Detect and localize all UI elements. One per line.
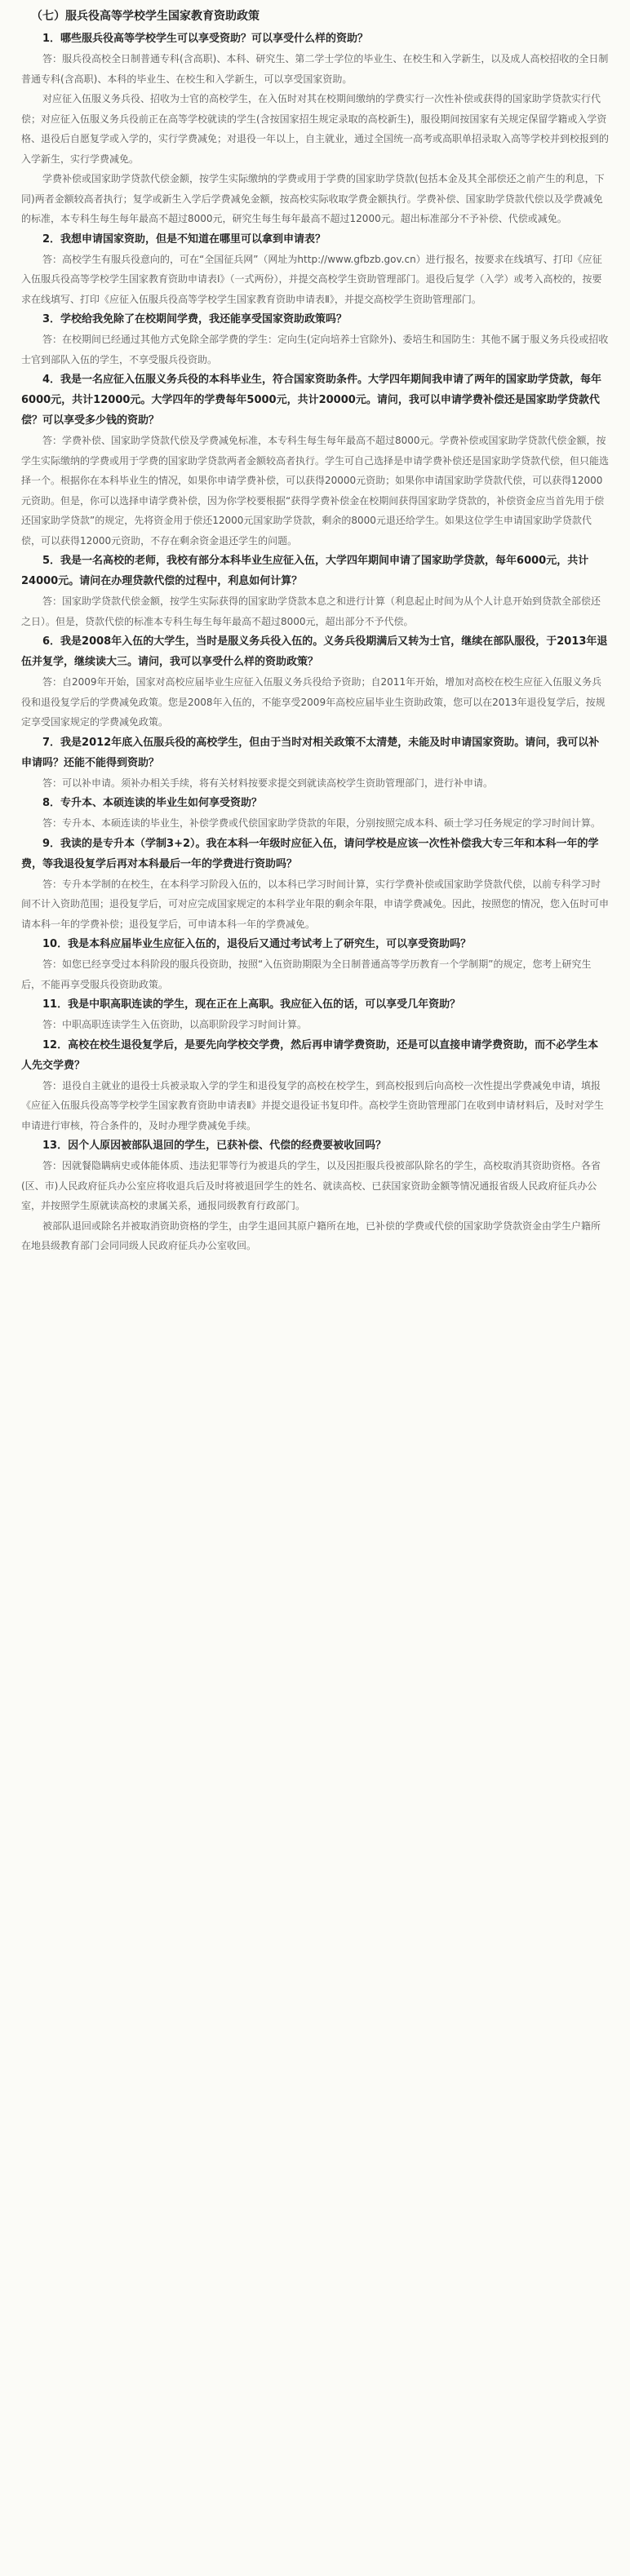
answer-paragraph: 答：中职高职连读学生入伍资助，以高职阶段学习时间计算。 — [42, 1019, 308, 1030]
question: 3．学校给我免除了在校期间学费，我还能享受国家资助政策吗？ — [42, 313, 348, 325]
qa-item — [21, 551, 609, 631]
answer-paragraph: 答：自2009年开始，国家对高校应届毕业生应征入伍服义务兵役给予资助；自2011年开始，增加对高校在校生应征入伍服义务兵役和退役复学后的学费减免政策。您是2008年入伍的，不能享受2009年高校应届毕业生资助政策，您可以在2013年退役复学后，按规定享受国家规定的学费减免政策。 — [21, 676, 606, 728]
qa-item — [21, 994, 609, 1035]
qa-list — [21, 29, 609, 1256]
question: 7．我是2012年底入伍服兵役的高校学生，但由于当时对相关政策不太清楚，未能及时申请国家资助。请问，我可以补申请吗？还能不能得到资助？ — [21, 736, 600, 769]
answer-paragraph: 被部队退回或除名并被取消资助资格的学生，由学生退回其原户籍所在地，已补偿的学费或代偿的国家助学贷款资金由学生户籍所在地县级教育部门会同同级人民政府征兵办公室收回。 — [21, 1219, 601, 1251]
answer-paragraph: 答：专升本学制的在校生，在本科学习阶段入伍的，以本科已学习时间计算，实行学费补偿或国家助学贷款代偿，以前专科学习时间不计入资助范围；退役复学后，可对应完成国家规定的本科学业年限的剩余年限，申请学费减免。因此，按照您的情况，您入伍时可申请本科一年的学费补偿；退役复学后，可申请本科一年的学费减免。 — [21, 878, 610, 930]
answer-paragraph: 答：高校学生有服兵役意向的，可在“全国征兵网”（网址为http://www.gfbzb.gov.cn）进行报名，按要求在线填写、打印《应征入伍服兵役高等学校学生国家教育资助申请表Ⅰ》（一式两份），并提交高校学生资助管理部门。退役后复学（入学）或考入高校的，按要求在线填写、打印《应征入伍服兵役高等学校学生国家教育资助申请表Ⅱ》，并提交高校学生资助管理部门。 — [21, 253, 602, 305]
qa-item — [21, 631, 609, 733]
question: 1．哪些服兵役高等学校学生可以享受资助？可以享受什么样的资助？ — [42, 33, 369, 45]
qa-item — [21, 29, 609, 229]
question: 10．我是本科应届毕业生应征入伍的，退役后又通过考试考上了研究生，可以享受资助吗？ — [42, 938, 472, 950]
answer-paragraph: 答：退役自主就业的退役士兵被录取入学的学生和退役复学的高校在校学生，到高校报到后向高校一次性提出学费减免申请，填报《应征入伍服兵役高等学校学生国家教育资助申请表Ⅱ》并提交退役证书复印件。高校学生资助管理部门在收到申请材料后，及时对学生申请进行审核，符合条件的，及时办理学费减免手续。 — [21, 1079, 604, 1131]
answer-paragraph: 答：国家助学贷款代偿金额，按学生实际获得的国家助学贷款本息之和进行计算（利息起止时间为从个人计息开始到贷款全部偿还之日）。但是，贷款代偿的标准本专科生每生每年最高不超过8000元，超出部分不予代偿。 — [21, 595, 601, 627]
question: 9．我读的是专升本（学制3+2）。我在本科一年级时应征入伍，请问学校是应该一次性补偿我大专三年和本科一年的学费，等我退役复学后再对本科最后一年的学费进行资助吗？ — [21, 837, 599, 870]
answer-paragraph: 答：服兵役高校全日制普通专科(含高职)、本科、研究生、第二学士学位的毕业生、在校生和入学新生，以及成人高校招收的全日制普通专科(含高职)、本科的毕业生、在校生和入学新生，可以享受国家资助。 — [21, 53, 609, 85]
question: 6．我是2008年入伍的大学生，当时是服义务兵役入伍的。义务兵役期满后又转为士官，继续在部队服役，于2013年退伍并复学，继续读大三。请问，我可以享受什么样的资助政策？ — [21, 635, 608, 668]
qa-item — [21, 834, 609, 935]
qa-item — [21, 1135, 609, 1256]
answer-paragraph: 学费补偿或国家助学贷款代偿金额，按学生实际缴纳的学费或用于学费的国家助学贷款(包括本金及其全部偿还之前产生的利息，下同)两者金额较高者执行；复学或新生入学后学费减免金额，按高校实际收取学费金额执行。学费补偿、国家助学贷款代偿以及学费减免的标准，本专科生每生每年最高不超过8000元，研究生每生每年最高不超过12000元。超出标准部分不予补偿、代偿或减免。 — [21, 173, 605, 224]
question: 13．因个人原因被部队退回的学生，已获补偿、代偿的经费要被收回吗？ — [42, 1140, 387, 1152]
answer-paragraph: 答：因就餐隐瞒病史或体能体质、违法犯罪等行为被退兵的学生，以及因拒服兵役被部队除名的学生，高校取消其资助资格。各省(区、市)人民政府征兵办公室应将收退兵后及时将被退回学生的姓名、就读高校、已获国家资助金额等情况通报省级人民政府征兵办公室，并按照学生原就读高校的隶属关系，通报同级教育行政部门。 — [21, 1160, 601, 1211]
answer-paragraph: 答：可以补申请。须补办相关手续，将有关材料按要求提交到就读高校学生资助管理部门，进行补申请。 — [42, 777, 494, 789]
answer-paragraph: 对应征入伍服义务兵役、招收为士官的高校学生，在入伍时对其在校期间缴纳的学费实行一次性补偿或获得的国家助学贷款实行代偿；对应征入伍服义务兵役前正在高等学校就读的学生(含按国家招生规定录取的高校新生)，服役期间按国家有关规定保留学籍或入学资格、退役后自愿复学或入学的，实行学费减免；对退役一年以上，自主就业，通过全国统一高考或高职单招录取入高等学校并到校报到的入学新生，实行学费减免。 — [21, 93, 610, 165]
qa-item — [21, 1035, 609, 1136]
qa-item — [21, 309, 609, 370]
qa-item — [21, 229, 609, 310]
question: 11．我是中职高职连读的学生，现在正在上高职。我应征入伍的话，可以享受几年资助？ — [42, 998, 461, 1011]
section-title: （七）服兵役高等学校学生国家教育资助政策 — [31, 10, 260, 23]
policy-document — [0, 0, 630, 1256]
answer-paragraph: 答：在校期间已经通过其他方式免除全部学费的学生：定向生(定向培养士官除外)、委培生和国防生：其他不属于服义务兵役或招收士官到部队入伍的学生，不享受服兵役资助。 — [21, 334, 609, 365]
qa-item — [21, 370, 609, 551]
question: 2．我想申请国家资助，但是不知道在哪里可以拿到申请表？ — [42, 232, 326, 246]
question: 8．专升本、本硕连读的毕业生如何享受资助？ — [42, 797, 263, 809]
question: 12．高校在校生退役复学后，是要先向学校交学费，然后再申请学费资助，还是可以直接申请学费资助，而不必学生本人先交学费？ — [21, 1038, 599, 1072]
answer-paragraph: 答：如您已经享受过本科阶段的服兵役资助，按照“入伍资助期限为全日制普通高等学历教育一个学制期”的规定，您考上研究生后，不能再享受服兵役资助政策。 — [21, 958, 592, 990]
question: 5．我是一名高校的老师，我校有部分本科毕业生应征入伍，大学四年期间申请了国家助学贷款，每年6000元，共计24000元。请问在办理贷款代偿的过程中，利息如何计算？ — [21, 555, 589, 587]
qa-item — [21, 934, 609, 994]
answer-paragraph: 答：专升本、本硕连读的毕业生，补偿学费或代偿国家助学贷款的年限，分别按照完成本科、硕士学习任务规定的学习时间计算。 — [42, 817, 601, 829]
answer-paragraph: 答：学费补偿、国家助学贷款代偿及学费减免标准，本专科生每生每年最高不超过8000元。学费补偿或国家助学贷款代偿金额，按学生实际缴纳的学费或用于学费的国家助学贷款两者金额较高者执行。学生可自己选择是申请学费补偿还是国家助学贷款代偿，但只能选择一个。根据你在本科毕业生的情况，如果你申请学费补偿，可以获得20000元资助；如果你申请国家助学贷款代偿，可以获得12000元资助。但是，你可以选择申请学费补偿，因为你学校要根据“获得学费补偿金在校期间获得国家助学贷款的，补偿资金应当首先用于偿还国家助学贷款”的规定，先将资金用于偿还12000元国家助学贷款，剩余的8000元退还给学生。如果这位学生申请国家助学贷款代偿，可以获得12000元资助，不存在剩余资金退还学生的问题。 — [21, 435, 610, 547]
qa-item — [21, 793, 609, 834]
qa-item — [21, 733, 609, 794]
question: 4．我是一名应征入伍服义务兵役的本科毕业生，符合国家资助条件。大学四年期间我申请了两年的国家助学贷款，每年6000元，共计12000元。大学四年的学费每年5000元，共计20000元。请问，我可以申请学费补偿还是国家助学贷款代偿？可以享受多少钱的资助？ — [21, 374, 602, 427]
